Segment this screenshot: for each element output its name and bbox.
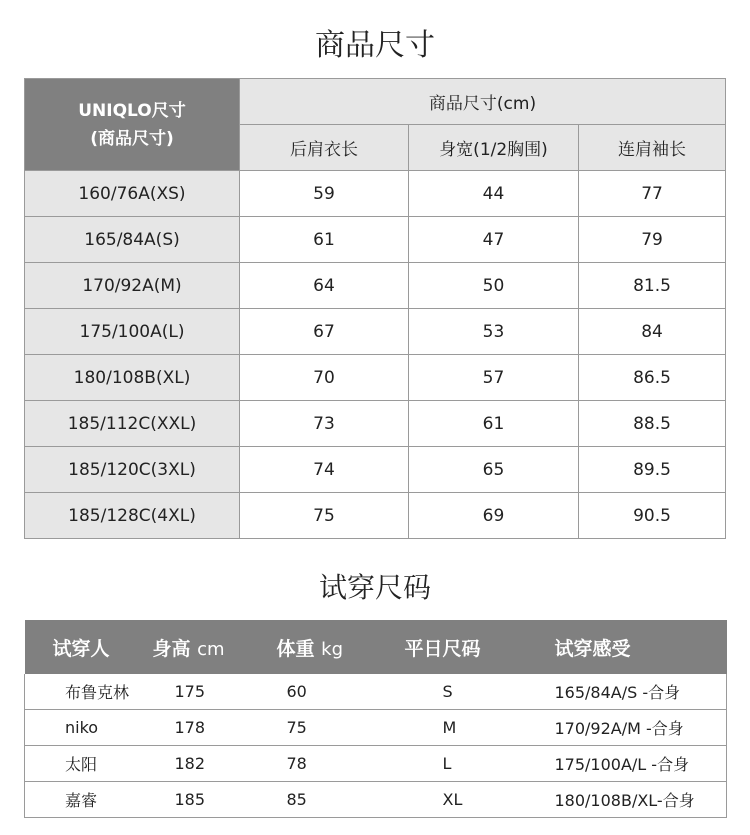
cell-body-width: 44 (409, 171, 579, 217)
cell-weight: 75 (265, 710, 385, 746)
cell-back-length: 64 (240, 263, 409, 309)
corner-line1: UNIQLO尺寸 (78, 100, 186, 121)
row-size: 180/108B(XL) (25, 355, 240, 401)
cell-usual-size: S (385, 674, 545, 710)
header-weight-label: 体重 (276, 637, 315, 660)
cell-body-width: 53 (409, 309, 579, 355)
cell-sleeve-length: 77 (579, 171, 726, 217)
cell-body-width: 65 (409, 447, 579, 493)
cell-back-length: 70 (240, 355, 409, 401)
cell-sleeve-length: 84 (579, 309, 726, 355)
header-height (153, 620, 265, 674)
table-row (25, 309, 726, 355)
header-feeling: 试穿感受 (545, 620, 727, 674)
header-weight (265, 620, 385, 674)
cell-feeling: 175/100A/L -合身 (545, 746, 727, 782)
column-header-sleeve-length: 连肩袖长 (579, 125, 726, 171)
cell-height: 185 (153, 782, 265, 818)
cell-sleeve-length: 90.5 (579, 493, 726, 539)
corner-line2: (商品尺寸) (90, 128, 174, 149)
tryon-table (24, 620, 727, 818)
size-corner-header (25, 79, 240, 171)
group-header: 商品尺寸(cm) (240, 79, 726, 125)
table-row (25, 355, 726, 401)
cell-feeling: 180/108B/XL-合身 (545, 782, 727, 818)
cell-height: 175 (153, 674, 265, 710)
table-row (25, 674, 727, 710)
header-usual-size: 平日尺码 (385, 620, 545, 674)
table-row (25, 447, 726, 493)
cell-weight: 78 (265, 746, 385, 782)
tryon-title: 试穿尺码 (318, 571, 431, 604)
cell-sleeve-length: 79 (579, 217, 726, 263)
table-row (25, 217, 726, 263)
row-size: 185/112C(XXL) (25, 401, 240, 447)
cell-height: 182 (153, 746, 265, 782)
column-header-back-length: 后肩衣长 (240, 125, 409, 171)
table-row (25, 746, 727, 782)
cell-feeling: 165/84A/S -合身 (545, 674, 727, 710)
column-header-body-width: 身宽(1/2胸围) (409, 125, 579, 171)
row-size: 185/128C(4XL) (25, 493, 240, 539)
cell-person: 太阳 (25, 746, 153, 782)
cell-back-length: 67 (240, 309, 409, 355)
cell-back-length: 59 (240, 171, 409, 217)
table-row (25, 171, 726, 217)
cell-body-width: 47 (409, 217, 579, 263)
cell-body-width: 61 (409, 401, 579, 447)
table-row (25, 710, 727, 746)
cell-sleeve-length: 88.5 (579, 401, 726, 447)
cell-back-length: 75 (240, 493, 409, 539)
cell-usual-size: M (385, 710, 545, 746)
cell-body-width: 57 (409, 355, 579, 401)
cell-person: 嘉睿 (25, 782, 153, 818)
page-title: 商品尺寸 (315, 28, 435, 63)
table-row (25, 401, 726, 447)
cell-weight: 60 (265, 674, 385, 710)
row-size: 175/100A(L) (25, 309, 240, 355)
cell-back-length: 74 (240, 447, 409, 493)
row-size: 170/92A(M) (25, 263, 240, 309)
table-row (25, 782, 727, 818)
header-height-unit: cm (197, 638, 225, 660)
cell-person: niko (25, 710, 153, 746)
cell-back-length: 61 (240, 217, 409, 263)
cell-sleeve-length: 86.5 (579, 355, 726, 401)
table-row (25, 263, 726, 309)
cell-sleeve-length: 89.5 (579, 447, 726, 493)
row-size: 185/120C(3XL) (25, 447, 240, 493)
table-row (25, 493, 726, 539)
cell-weight: 85 (265, 782, 385, 818)
size-table (24, 78, 726, 539)
cell-height: 178 (153, 710, 265, 746)
header-person: 试穿人 (25, 620, 153, 674)
row-size: 165/84A(S) (25, 217, 240, 263)
cell-sleeve-length: 81.5 (579, 263, 726, 309)
cell-usual-size: XL (385, 782, 545, 818)
row-size: 160/76A(XS) (25, 171, 240, 217)
header-height-label: 身高 (152, 637, 191, 660)
cell-usual-size: L (385, 746, 545, 782)
cell-back-length: 73 (240, 401, 409, 447)
cell-body-width: 69 (409, 493, 579, 539)
cell-body-width: 50 (409, 263, 579, 309)
cell-person: 布鲁克林 (25, 674, 153, 710)
cell-feeling: 170/92A/M -合身 (545, 710, 727, 746)
header-weight-unit: kg (321, 638, 343, 660)
